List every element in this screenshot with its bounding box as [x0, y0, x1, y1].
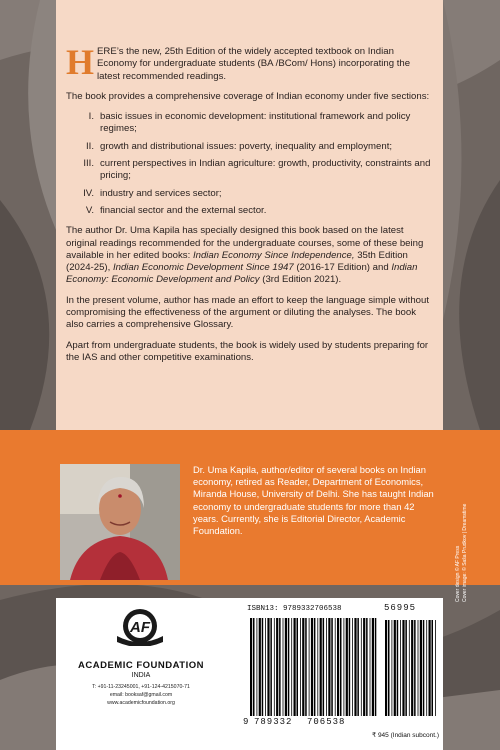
barcode-bar — [394, 620, 396, 716]
cover-credits — [451, 454, 471, 604]
barcode-bar — [432, 620, 434, 716]
logo-letters: AF — [130, 619, 150, 636]
barcode-digits-group2: 706538 — [307, 717, 346, 727]
barcode-digits-group1: 789332 — [254, 717, 293, 727]
barcode-bar — [354, 618, 356, 716]
barcode-bar — [405, 620, 407, 716]
barcode-bar — [400, 620, 401, 716]
barcode-bar — [392, 620, 393, 716]
isbn-label: ISBN13: 9789332706538 — [247, 605, 342, 613]
section-item: III. current perspectives in Indian agriculture: growth, productivity, constraints and pricing; — [83, 158, 431, 182]
barcode-bar — [262, 618, 264, 716]
price-label: ₹ 945 (Indian subcont.) — [372, 732, 440, 739]
barcode-addon-digits: 56995 — [384, 603, 417, 613]
section-item: V. financial sector and the external sector. — [85, 204, 267, 216]
drop-cap: H — [66, 42, 95, 82]
publisher-logo — [113, 606, 167, 646]
students-paragraph: Apart from undergraduate students, the book is widely used by students preparing for the IAS and other competitive examinations. — [66, 339, 429, 363]
barcode-bar — [279, 618, 281, 716]
barcode-bar — [331, 618, 333, 716]
author-bio: Dr. Uma Kapila, author/editor of several books on Indian economy, retired as Reader, Department of Economics, Miranda House, University of Delhi. She has taught Indian economy to undergraduate students for more than 42 years. Currently, she is Editorial Director, Academic Foundation. — [193, 464, 434, 537]
design-credit: Cover design © AF Press — [455, 545, 461, 602]
publisher-email: email: booksaf@gmail.com — [109, 692, 173, 698]
section-item: I. basic issues in economic development: institutional framework and policy regimes; — [88, 111, 411, 135]
coverage-intro: The book provides a comprehensive coverage of Indian economy under five sections: — [66, 90, 430, 102]
barcode-bar — [288, 618, 290, 716]
publisher-name: ACADEMIC FOUNDATION — [78, 660, 204, 671]
barcode-bar — [274, 618, 275, 716]
barcode-bar — [300, 618, 301, 716]
barcode-bar — [402, 620, 404, 716]
barcode-bar — [294, 618, 296, 716]
barcode-bar — [326, 618, 327, 716]
barcode-bar — [370, 618, 371, 716]
book-title: Indian Economy Since Independence, — [192, 249, 355, 261]
barcode-bar — [411, 620, 413, 716]
barcode-bar — [423, 620, 425, 716]
barcode-bar — [320, 618, 322, 716]
barcode-bar — [259, 618, 261, 716]
barcode-bar — [349, 618, 351, 716]
author-paragraph: The author Dr. Uma Kapila has specially designed this book based on the latest original readings recommended for the undergraduate courses, some of these being available in her edited books: Indian Economy Since Independence, 35th Edition (2024-25), Indian Economic Development Since 1947 (2016-17 Edition) and Indian Economy: Economic Development and Policy (3rd Edition 2021). — [66, 225, 424, 286]
barcode-bar — [420, 620, 422, 716]
barcode-bar — [409, 620, 410, 716]
barcode-bar — [397, 620, 399, 716]
section-item: IV. industry and services sector; — [83, 187, 222, 199]
barcode-bar — [344, 618, 345, 716]
barcode-bar — [309, 618, 310, 716]
barcode-bar — [361, 618, 362, 716]
book-title: Indian Economy: Economic Development and Policy — [66, 262, 418, 286]
barcode-bar — [357, 618, 359, 716]
intro-paragraph: HERE’s the new, 25th Edition of the widely accepted textbook on Indian Economy for undergraduate students (BA /BCom/ Hons) incorporating the latest recommended readings. — [66, 42, 411, 82]
barcode-bar — [340, 618, 342, 716]
barcode-bar — [323, 618, 325, 716]
author-photo — [60, 464, 180, 580]
barcode-bar — [311, 618, 313, 716]
publisher-country: INDIA — [131, 672, 151, 679]
barcode-bar — [265, 618, 266, 716]
publisher-phone: T: +91-11-23245001, +91-124-4215070-71 — [92, 684, 190, 690]
barcode-bar — [337, 618, 339, 716]
barcode-bar — [276, 618, 278, 716]
barcode-bar — [250, 618, 252, 716]
description-panel — [56, 0, 443, 436]
barcode-bar — [305, 618, 307, 716]
barcode-bar — [346, 618, 348, 716]
barcode-bar — [385, 620, 387, 716]
barcode-bar — [375, 618, 377, 716]
section-item: II. growth and distributional issues: poverty, inequality and employment; — [86, 140, 393, 152]
barcode-bar — [283, 618, 284, 716]
barcode-bar — [257, 618, 258, 716]
barcode-bar — [267, 618, 269, 716]
barcode-bar — [291, 618, 292, 716]
barcode-digit-first: 9 — [243, 717, 250, 727]
barcode-bar — [270, 618, 272, 716]
barcode-bar — [418, 620, 419, 716]
barcode-bar — [435, 620, 436, 716]
barcode-bar — [285, 618, 287, 716]
barcode-bar — [297, 618, 299, 716]
barcode-bar — [314, 618, 316, 716]
barcode-bar — [366, 618, 368, 716]
barcode-bar — [372, 618, 374, 716]
barcode-bar — [429, 620, 431, 716]
barcode-bar — [352, 618, 353, 716]
barcode-bar — [328, 618, 330, 716]
barcode-bar — [253, 618, 255, 716]
barcode-bar — [414, 620, 416, 716]
barcode-bar — [363, 618, 365, 716]
barcode-bar — [317, 618, 318, 716]
sections-list — [66, 111, 433, 217]
barcode-bar — [335, 618, 336, 716]
image-credit: Cover image: © Saša Prudkov | Dreamstime — [462, 503, 468, 602]
publisher-website: www.academicfoundation.org — [107, 700, 175, 706]
volume-paragraph: In the present volume, author has made an effort to keep the language simple without compromising the effectiveness of the argument or diluting the analyses. The book also carries a comprehensive Glossary. — [66, 294, 430, 331]
barcode-bar — [426, 620, 427, 716]
barcode-bar — [388, 620, 390, 716]
book-title: Indian Economic Development Since 1947 — [112, 262, 294, 274]
barcode-bar — [302, 618, 304, 716]
